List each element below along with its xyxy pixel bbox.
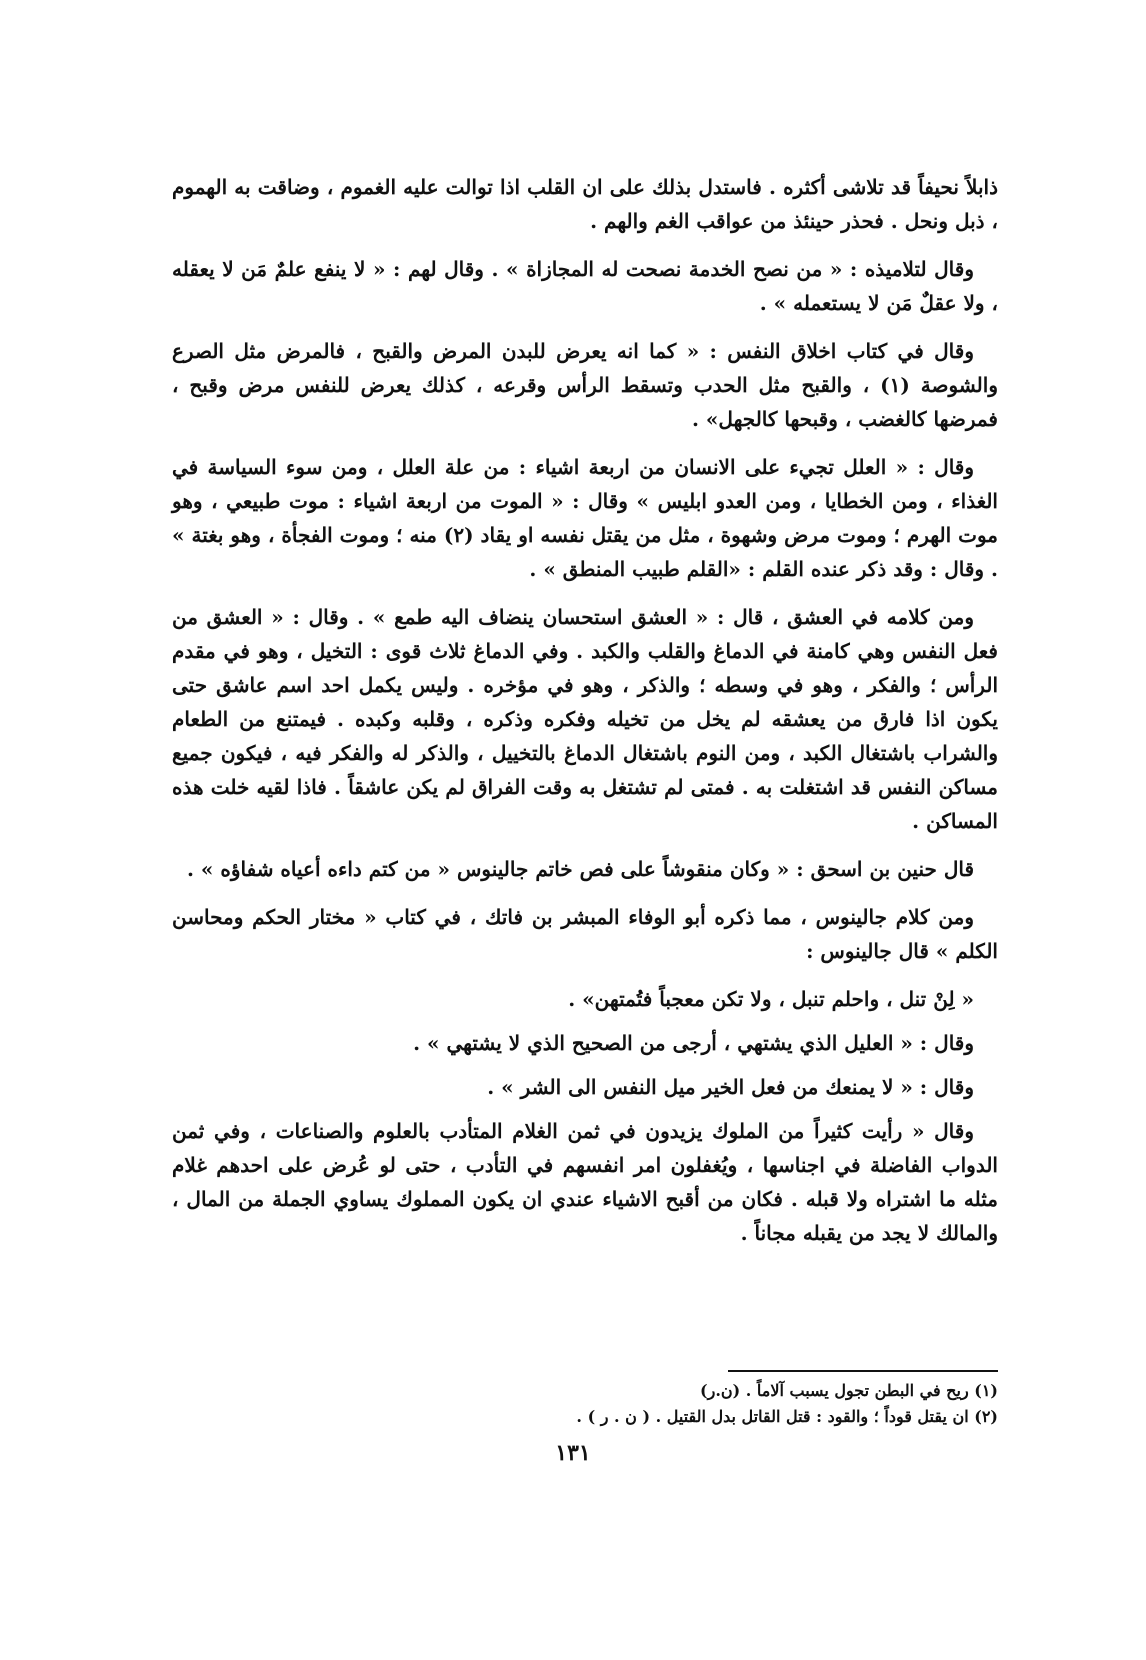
paragraph-4: وقال : « العلل تجيء على الانسان من اربعة اشياء : من علة العلل ، ومن سوء السياسة في الغذاء ، ومن الخطايا ، ومن العدو ابليس » وقال : « الموت من اربعة اشياء : موت طبيعي ، وهو موت الهرم ؛ وموت مرض وشهوة ، مثل من يقتل نفسه او يقاد (٢) منه ؛ وموت الفجأة ، وهو بغتة » . وقال : وقد ذكر عنده القلم : «القلم طبيب المنطق » . [172, 455, 998, 581]
footnote-1: (١) ريح في البطن تجول يسبب آلاماً . (ن.ر) [700, 1381, 998, 1400]
paragraph-7: ومن كلام جالينوس ، مما ذكره أبو الوفاء المبشر بن فاتك ، في كتاب « مختار الحكم ومحاسن الكلم » قال جالينوس : [172, 905, 998, 963]
paragraph-1: ذابلاً نحيفاً قد تلاشى أكثره . فاستدل بذلك على ان القلب اذا توالت عليه الغموم ، وضاقت به الهموم ، ذبل ونحل . فحذر حينئذ من عواقب الغم والهم . [172, 175, 999, 233]
quote-line-2: وقال : « العليل الذي يشتهي ، أرجى من الصحيح الذي لا يشتهي » . [413, 1031, 974, 1055]
quote-line-3: وقال : « لا يمنعك من فعل الخير ميل النفس الى الشر » . [487, 1075, 974, 1099]
page-number: ١٣١ [555, 1440, 591, 1466]
footnote-divider [728, 1370, 998, 1372]
footnotes [420, 1378, 998, 1430]
quote-line-1: « لِنْ تنل ، واحلم تنبل ، ولا تكن معجباً فتُمتهن» . [568, 987, 974, 1011]
paragraph-3: وقال في كتاب اخلاق النفس : « كما انه يعرض للبدن المرض والقبح ، فالمرض مثل الصرع والشوصة (١) ، والقبح مثل الحدب وتسقط الرأس وقرعه ، كذلك يعرض للنفس مرض وقبح ، فمرضها كالغضب ، وقبحها كالجهل» . [172, 339, 998, 431]
body-text [172, 170, 998, 1264]
paragraph-6: قال حنين بن اسحق : « وكان منقوشاً على فص خاتم جالينوس « من كتم داءه أعياه شفاؤه » . [186, 857, 974, 881]
footnote-2: (٢) ان يقتل قوداً ؛ والقود : قتل القاتل بدل القتيل . ( ن . ر ) . [576, 1407, 998, 1426]
paragraph-5: ومن كلامه في العشق ، قال : « العشق استحسان ينضاف اليه طمع » . وقال : « العشق من فعل النفس وهي كامنة في الدماغ والقلب والكبد . وفي الدماغ ثلاث قوى : التخيل ، وهو في مقدم الرأس ؛ والفكر ، وهو في وسطه ؛ والذكر ، وهو في مؤخره . وليس يكمل احد اسم عاشق حتى يكون اذا فارق من يعشقه لم يخل من تخيله وفكره وذكره ، وقلبه وكبده . فيمتنع من الطعام والشراب باشتغال الكبد ، ومن النوم باشتغال الدماغ بالتخييل ، والذكر له والفكر فيه ، فيكون جميع مساكن النفس قد اشتغلت به . فمتى لم تشتغل به وقت الفراق لم يكن عاشقاً . فاذا لقيه خلت هذه المساكن . [172, 605, 999, 833]
paragraph-2: وقال لتلاميذه : « من نصح الخدمة نصحت له المجازاة » . وقال لهم : « لا ينفع علمٌ مَن لا يعقله ، ولا عقلٌ مَن لا يستعمله » . [172, 257, 998, 315]
paragraph-8: وقال « رأيت كثيراً من الملوك يزيدون في ثمن الغلام المتأدب بالعلوم والصناعات ، وفي ثمن الدواب الفاضلة في اجناسها ، ويُغفلون امر انفسهم في التأدب ، حتى لو عُرض على احدهم غلام مثله ما اشتراه ولا قبله . فكان من أقبح الاشياء عندي ان يكون المملوك يساوي الجملة من المال ، والمالك لا يجد من يقبله مجاناً . [172, 1119, 998, 1245]
